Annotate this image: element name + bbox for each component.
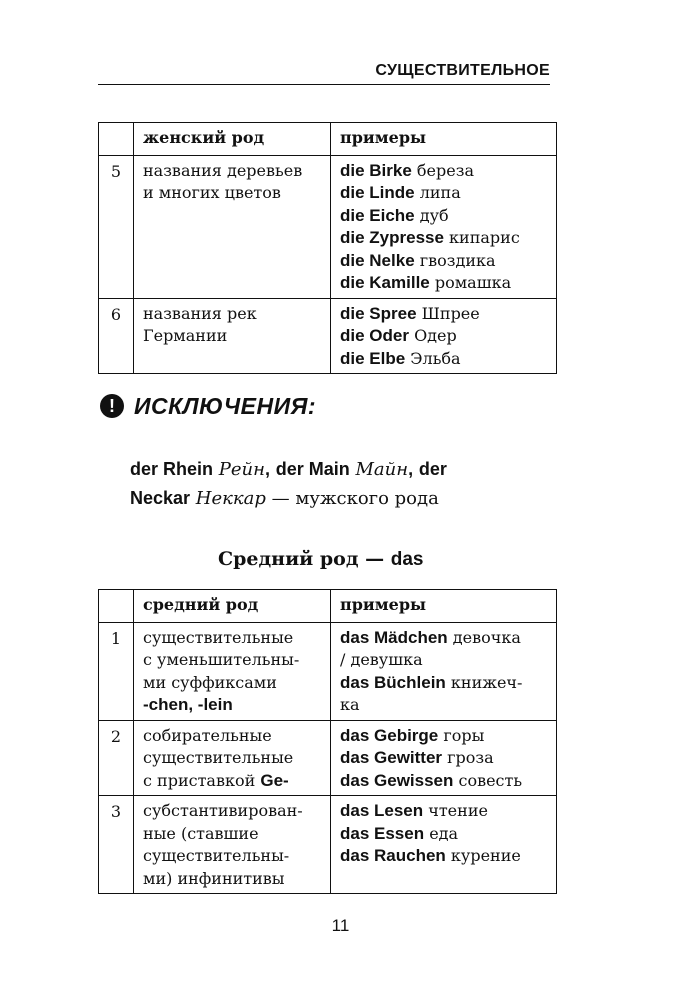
description-line: с уменьшительны- <box>143 650 300 669</box>
translation: чтение <box>428 801 488 820</box>
german-word: die Linde <box>340 183 415 202</box>
translation: еда <box>429 823 459 843</box>
german-word: der Rhein <box>130 459 214 479</box>
exceptions-text <box>130 455 550 513</box>
example-line <box>340 303 550 326</box>
header-cell-examples: примеры <box>331 590 557 623</box>
prefix-bold: Ge- <box>260 770 289 790</box>
german-word: die Birke <box>340 160 412 180</box>
translation: горы <box>443 725 485 745</box>
exceptions-title: ИСКЛЮЧЕНИЯ: <box>134 393 317 419</box>
description-line: существительные <box>143 627 294 647</box>
row-examples <box>331 720 557 796</box>
german-word: die Elbe <box>340 348 406 368</box>
table-header-row <box>99 123 557 156</box>
section-title-article: das <box>390 549 424 570</box>
description-line: субстантивирован- <box>143 801 303 820</box>
description-line: и многих цветов <box>143 183 281 202</box>
table-header-row <box>99 590 557 623</box>
exclamation-icon: ! <box>100 394 124 418</box>
header-rule <box>98 84 550 85</box>
example-line <box>340 272 550 295</box>
row-description <box>134 298 331 374</box>
row-examples <box>331 298 557 374</box>
german-word: die Zypresse <box>340 228 444 247</box>
description-line: собирательные <box>143 725 272 745</box>
description-line <box>143 770 324 793</box>
example-line <box>340 649 550 672</box>
translation: курение <box>450 846 521 865</box>
row-examples <box>331 796 557 894</box>
page-number: 11 <box>331 916 350 935</box>
row-description <box>134 796 331 894</box>
example-line <box>340 250 550 273</box>
translation: Майн <box>355 459 409 480</box>
translation: Рейн <box>218 459 265 480</box>
translation: дуб <box>419 205 449 225</box>
row-description <box>134 155 331 298</box>
german-word: das Lesen <box>340 801 424 820</box>
neuter-table <box>98 589 557 894</box>
german-word: die Kamille <box>340 273 430 292</box>
description-line: ми) инфинитивы <box>143 868 285 888</box>
example-line <box>340 800 550 823</box>
example-line <box>340 205 550 228</box>
description-line: Германии <box>143 326 228 345</box>
german-word: das Gewitter <box>340 748 443 767</box>
example-line <box>340 348 550 371</box>
translation: книжеч- <box>450 672 523 692</box>
running-head: СУЩЕСТВИТЕЛЬНОЕ <box>375 62 550 79</box>
german-word: die Spree <box>340 303 417 323</box>
row-description <box>134 622 331 720</box>
translation: Неккар <box>195 488 266 509</box>
header-cell-gender: женский род <box>134 123 331 156</box>
table-row <box>99 622 557 720</box>
description-line: существительны- <box>143 846 290 865</box>
translation: береза <box>416 160 474 180</box>
german-word: der Main <box>275 459 350 479</box>
german-word: der <box>418 459 447 479</box>
german-word: das Büchlein <box>340 672 446 692</box>
german-word: das Rauchen <box>340 846 446 865</box>
german-word: das Essen <box>340 823 425 843</box>
table-row <box>99 796 557 894</box>
translation: гроза <box>447 748 494 767</box>
example-line <box>340 725 550 748</box>
row-number: 5 <box>99 155 134 298</box>
german-word: Neckar <box>130 488 191 508</box>
translation: ка <box>340 695 360 714</box>
row-number: 3 <box>99 796 134 894</box>
suffix-list: -chen, -lein <box>143 695 233 714</box>
description-line: названия деревьев <box>143 160 303 180</box>
translation: / девушка <box>340 650 423 669</box>
punctuation: , <box>408 459 414 479</box>
translation: совесть <box>458 770 523 790</box>
example-line <box>340 845 550 868</box>
german-word: das Gewissen <box>340 770 454 790</box>
translation: кипарис <box>449 228 520 247</box>
example-line <box>340 747 550 770</box>
translation: девочка <box>452 627 521 647</box>
header-cell-number <box>99 590 134 623</box>
table-row <box>99 298 557 374</box>
translation: Шпрее <box>421 303 480 323</box>
row-number: 2 <box>99 720 134 796</box>
example-line <box>340 672 550 695</box>
description-line: ные (ставшие <box>143 823 259 843</box>
punctuation: , <box>264 459 270 479</box>
prefix-label: с приставкой <box>143 770 256 790</box>
translation: ромашка <box>434 273 512 292</box>
description-line: ми суффиксами <box>143 672 277 692</box>
row-number: 1 <box>99 622 134 720</box>
description-line: существительные <box>143 748 294 767</box>
translation: Одер <box>414 326 457 345</box>
row-examples <box>331 155 557 298</box>
example-line <box>340 823 550 846</box>
table-row <box>99 720 557 796</box>
german-word: die Nelke <box>340 250 415 270</box>
row-number: 6 <box>99 298 134 374</box>
german-word: die Eiche <box>340 205 415 225</box>
row-description <box>134 720 331 796</box>
example-line <box>340 694 550 717</box>
feminine-table <box>98 122 557 374</box>
description-line: названия рек <box>143 303 257 323</box>
translation: гвоздика <box>419 250 496 270</box>
example-line <box>340 160 550 183</box>
section-title-ru: Средний род — <box>218 548 385 570</box>
german-word: das Gebirge <box>340 725 439 745</box>
row-examples <box>331 622 557 720</box>
exceptions-tail: — мужского рода <box>271 488 439 509</box>
header-cell-number <box>99 123 134 156</box>
example-line <box>340 227 550 250</box>
section-title <box>218 548 423 571</box>
header-cell-gender: средний род <box>134 590 331 623</box>
header-cell-examples: примеры <box>331 123 557 156</box>
example-line <box>340 182 550 205</box>
german-word: das Mädchen <box>340 627 448 647</box>
translation: Эльба <box>410 348 461 368</box>
example-line <box>340 770 550 793</box>
example-line <box>340 325 550 348</box>
german-word: die Oder <box>340 326 409 345</box>
example-line <box>340 627 550 650</box>
translation: липа <box>419 183 461 202</box>
table-row <box>99 155 557 298</box>
